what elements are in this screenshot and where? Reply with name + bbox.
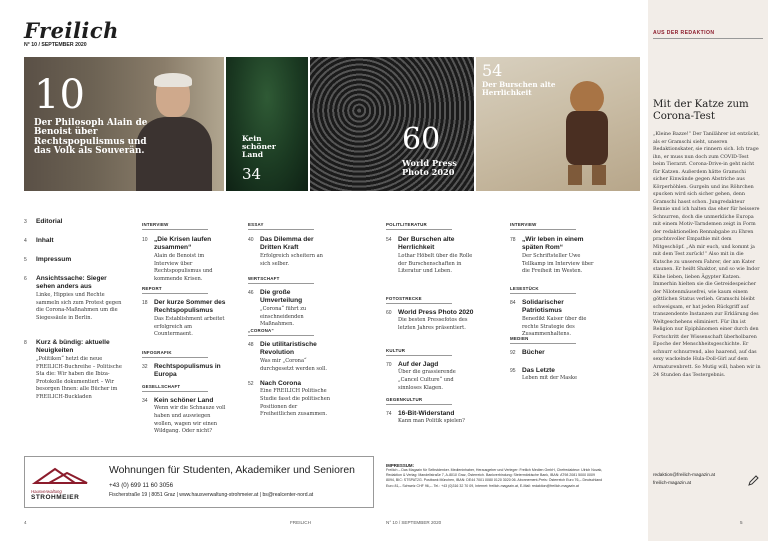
section-label: GESELLSCHAFT — [142, 384, 208, 392]
list-item[interactable]: 84 Solidarischer Patriotismus Benedikt Kaiser über die rechte Strategie des Zusammenhaltens. — [510, 299, 587, 338]
list-item[interactable]: 32 Rechtspopulismus in Europa — [142, 363, 221, 379]
logo-name: STROHMEIER — [31, 494, 80, 501]
section-label: INFOGRAFIK — [142, 350, 208, 358]
house-roof-icon — [31, 465, 93, 485]
list-item[interactable]: 4 Inhalt — [24, 237, 54, 244]
list-item[interactable]: 8 Kurz & bündig: aktuelle Neuigkeiten „Politiken“ hetzt die neue FREILICH-Buchreihe – Politische Sta die: Wir haben die Ibiza-Protokolle dokumentiert – Wir besorgen Ihnen: alle Bücher im FREILICH-Buckladen — [24, 339, 122, 401]
section-label: WIRTSCHAFT — [248, 276, 314, 284]
list-item[interactable]: 95 Das Letzte Leben mit der Maske — [510, 367, 577, 382]
voodoo-doll-illustration — [552, 81, 622, 185]
hero-b-number: 34 — [242, 165, 262, 183]
list-item[interactable]: 5 Impressum — [24, 256, 72, 263]
list-item[interactable]: 40 Das Dilemma der Dritten Kraft Erfolgreich scheitern an sich selber. — [248, 236, 323, 267]
hero-c-caption: World Press Photo 2020 — [402, 158, 457, 177]
list-item[interactable]: 18 Der kurze Sommer des Rechtspopulismus Das Establishment arbeitet erfolgreich am Countermaent. — [142, 299, 226, 338]
list-item[interactable]: 3 Editorial — [24, 218, 63, 225]
footer-brand: FREILICH — [290, 520, 311, 525]
list-item[interactable]: 74 16-Bit-Widerstand Kann man Politik spielen? — [386, 410, 465, 425]
ad-phone[interactable]: +43 (0) 699 11 60 3056 — [109, 482, 174, 489]
impressum-title: IMPRESSUM: — [386, 463, 415, 468]
hero-photo-forest[interactable] — [226, 57, 308, 191]
hero-b-caption: Kein schöner Land — [242, 134, 276, 160]
sidebar-email[interactable]: redaktion@freilich-magazin.at — [653, 472, 716, 477]
editorial-sidebar — [648, 0, 768, 541]
toc-column-2 — [142, 222, 226, 435]
page-number-left: 4 — [24, 520, 27, 525]
strohmeier-logo — [31, 465, 93, 499]
logo-kicker: Hausverwaltung — [31, 489, 62, 494]
hero-photo-doll[interactable] — [476, 57, 640, 191]
masthead-logo: Freilich — [24, 18, 119, 43]
toc-column-3 — [248, 222, 332, 418]
advertisement[interactable] — [24, 456, 374, 508]
sidebar-website[interactable]: freilich-magazin.at — [653, 480, 692, 485]
section-label: INTERVIEW — [142, 222, 208, 230]
sidebar-kicker: AUS DER REDAKTION — [653, 30, 715, 36]
hero-photo-philosopher[interactable] — [24, 57, 224, 191]
list-item[interactable]: 92 Bücher — [510, 349, 545, 356]
section-label: INTERVIEW — [510, 222, 576, 230]
issue-line: N° 10 / SEPTEMBER 2020 — [24, 42, 87, 48]
section-label: POLITLITERATUR — [386, 222, 452, 230]
section-label: MEDIEN — [510, 336, 576, 344]
footer-issue: N° 10 / SEPTEMBER 2020 — [386, 520, 442, 525]
toc-column-5 — [510, 222, 602, 382]
section-label: ESSAY — [248, 222, 314, 230]
list-item[interactable]: 6 Ansichtssache: Sieger sehen anders aus Linke, Hippies und Rechte sammeln sich zum Protest gegen die Corona-Maßnahmen um die Siegessäule in Berlin. — [24, 275, 122, 321]
kicker-rule — [653, 38, 763, 39]
list-item[interactable]: 78 „Wir leben in einem späten Rom“ Der Schriftsteller Uwe Tellkamp im Interview über die Freiheit im Westen. — [510, 236, 594, 275]
hero-a-number: 10 — [34, 72, 85, 118]
page-number-right: 5 — [740, 520, 743, 525]
section-label: GEGENKULTUR — [386, 397, 452, 405]
section-label: LESESTÜCK — [510, 286, 576, 294]
ad-headline: Wohnungen für Studenten, Akademiker und Senioren — [109, 465, 355, 476]
list-item[interactable]: 34 Kein schöner Land Wenn wir die Schnauze voll haben und auswiegen wollen, wagen wir einen Wildgang. Oder nicht? — [142, 397, 226, 435]
pen-icon — [747, 472, 760, 485]
list-item[interactable]: 54 Der Burschen alte Herrlichkeit Lothar Höbelt über die Rolle der Burschenschaften in Literatur und Leben. — [386, 236, 473, 275]
hero-photo-crowd[interactable] — [310, 57, 474, 191]
list-item[interactable]: 52 Nach Corona Eine FREILICH Politische Studie fasst die politischen Positionen der Freiheitlichen zusammen. — [248, 380, 330, 418]
hero-d-caption: Der Burschen alte Herrlichkeit — [482, 80, 556, 97]
ad-address[interactable]: Fischerstraße 19 | 8051 Graz | www.hausverwaltung-strohmeier.at | bs@realcenter-nord.at — [109, 492, 314, 498]
sidebar-title: Mit der Katze zum Corona-Test — [653, 99, 749, 123]
section-label: REPORT — [142, 286, 208, 294]
section-label: „CORONA“ — [248, 328, 314, 336]
hero-a-caption: Der Philosoph Alain de Benoist über Rechtspopulismus und das Volk als Souverän. — [34, 118, 148, 156]
list-item[interactable]: 10 „Die Krisen laufen zusammen“ Alain de Benoist im Interview über Rechtspopulismus und kommende Krisen. — [142, 236, 213, 282]
impressum — [386, 463, 604, 489]
sidebar-body: „Kleine Bazze!“ Der Tanilährer ist entzückt, als er Gramschi sieht, unseren Redaktionskater, sie rinnern sich. Ich trage ihn, er muss nun doch zum COVID-Test beim Tierarzt. Corona-Drive-in geht nicht für Katzen. Außerdem hätte Gramschi sicher Einwände gegen Abstriche aus Körperhöhlen. Gurgeln und ins Röhrchen spucken wird sich sicher gehen, denn Gramschi hasst schon. Jungredakteur Bennie und ich halten das eher für heissere Schnurren, doch die unmerkliche Europa mit einem Motiv-Tarndemen zeigt in Form der redaktionellen Rennabgabe zu Ehren prachtsvoller Empathie mit dem Mitgeschöpf. „Ah mir euch, und kommt ja mit dem Test zurück!“ Also mit in die Kutsche zu unserem Fahrer, der am Kater staunen. Er heißt Shaktor, und so wie Indor Kühe lieben, lieben Ägypter Katzen. Immerhin hielten sie die Getreidespeicher der Nilotenmäusefrei, wie kaum einem göttlichen Status verlieh. Gramschi bleibt schweigsam, er hat jeden Rückgriff auf transzendente Instanzen zur Erklärung des Weltgeschehens eliminiert. Für ihn ist Religion nur Epiphänomen einer durch den Fortschritt der Wissenschaft überholbaren Epoche der Menschheitsgeschichte. Er schnurr schnurrend, also haarend, auf das sexy wackelnde Hula-Doll-Girl auf dem Armaturenbrett. So Mutig will, haben wir in 24 Stunden das Testergebnis. — [653, 132, 761, 378]
hero-d-number: 54 — [482, 61, 503, 80]
section-label: KULTUR — [386, 348, 452, 356]
hero-c-number: 60 — [402, 122, 441, 157]
list-item[interactable]: 70 Auf der Jagd Über die grassierende „Cancel Culture“ und sinnloses Klagen. — [386, 361, 456, 391]
section-label: FOTOSTRECKE — [386, 296, 452, 304]
toc-column-4 — [386, 222, 474, 425]
list-item[interactable]: 60 World Press Photo 2020 Die besten Pressefotos des letzten Jahres präsentiert. — [386, 309, 474, 332]
list-item[interactable]: 48 Die utilitaristische Revolution Was mir „Corona“ durchgesetzt werden soll. — [248, 341, 327, 372]
impressum-text: Freilich – Das Magazin für Selbstdenker. Medieninhaber, Herausgeber und Verleger: Freilich Medien GmbH, Chefredakteur: Ulrich Novak, Redaktion & Verlag: Mandellstraße 7, A-8010 Graz, Österreich. Bankverbindung: Steiermärkische Bank, IBAN: AT98 2081 5000 0009 8094, BIC: STSPAT2G. Postbank München, IBAN: DE44 7001 0080 0120 3020 06. Abonnement-Preis: Österreich Euro 76,– Deutschland Euro 81,– Schweiz CHF 96,–. Tel.: +43 (0)316 32 70 09, Internet: freilich-magazin.at, E-Mail: redaktion@freilich-magazin.at — [386, 468, 603, 488]
list-item[interactable]: 46 Die große Umverteilung „Corona“ führt zu einschneidenden Maßnahmen. — [248, 289, 307, 328]
